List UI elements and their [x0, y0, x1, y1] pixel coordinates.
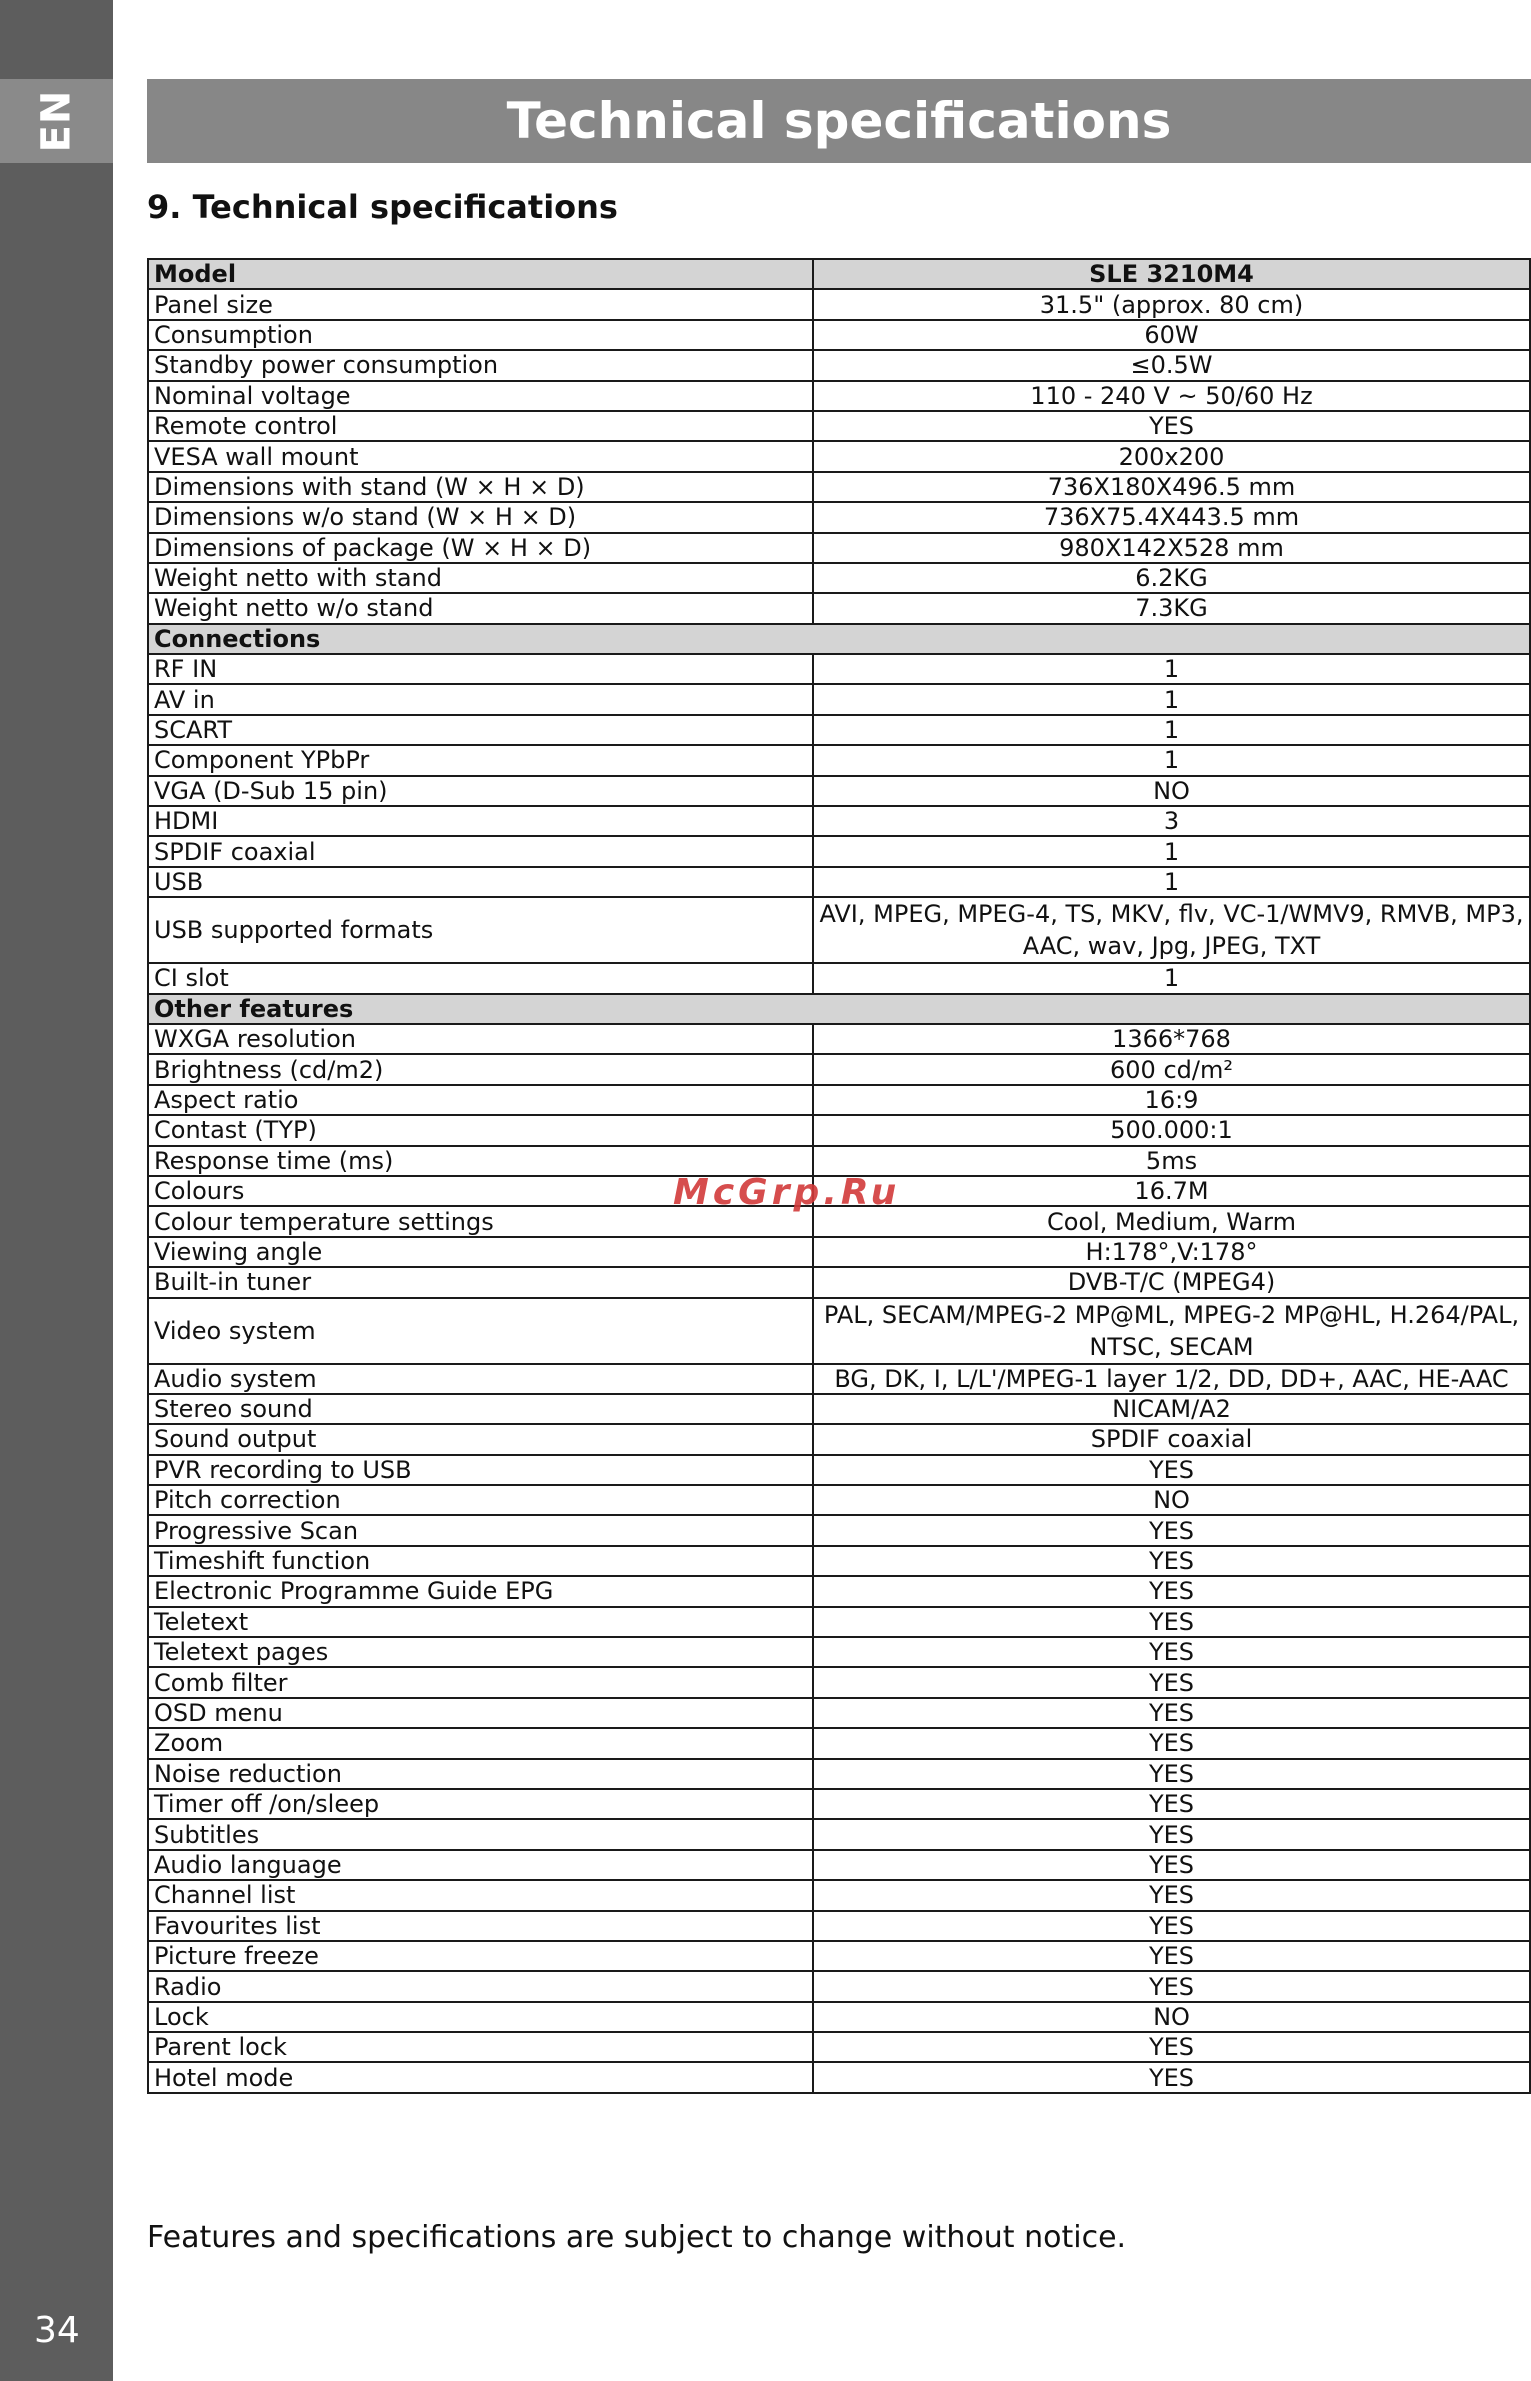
side-bar [0, 0, 113, 2381]
spec-value: 1 [813, 654, 1530, 684]
table-row [148, 776, 1530, 806]
table-row [148, 1267, 1530, 1297]
spec-label: Colour temperature settings [148, 1206, 813, 1236]
table-row [148, 593, 1530, 623]
spec-value: DVB-T/C (MPEG4) [813, 1267, 1530, 1297]
table-header-row [148, 259, 1530, 289]
spec-value: 200x200 [813, 441, 1530, 471]
spec-value: YES [813, 1759, 1530, 1789]
table-row [148, 1576, 1530, 1606]
spec-value: 600 cd/m² [813, 1054, 1530, 1084]
table-row [148, 472, 1530, 502]
spec-value: NO [813, 776, 1530, 806]
table-row [148, 1698, 1530, 1728]
spec-label: Parent lock [148, 2032, 813, 2062]
table-row [148, 1054, 1530, 1084]
table-row [148, 1455, 1530, 1485]
spec-label: Noise reduction [148, 1759, 813, 1789]
spec-label: Audio system [148, 1364, 813, 1394]
table-row [148, 1546, 1530, 1576]
section-row [148, 624, 1530, 654]
section-heading: Other features [148, 994, 1530, 1024]
spec-value: 500.000:1 [813, 1115, 1530, 1145]
table-row [148, 350, 1530, 380]
spec-label: Teletext pages [148, 1637, 813, 1667]
table-row [148, 320, 1530, 350]
table-row [148, 1237, 1530, 1267]
spec-value: SPDIF coaxial [813, 1424, 1530, 1454]
table-row [148, 1728, 1530, 1758]
footnote: Features and specifications are subject to change without notice. [147, 2220, 1127, 2255]
spec-label: Subtitles [148, 1819, 813, 1849]
table-row [148, 1424, 1530, 1454]
spec-value: 60W [813, 320, 1530, 350]
spec-label: WXGA resolution [148, 1024, 813, 1054]
spec-value: YES [813, 1819, 1530, 1849]
table-row [148, 1850, 1530, 1880]
spec-label: Consumption [148, 320, 813, 350]
spec-label: Weight netto w/o stand [148, 593, 813, 623]
spec-value: YES [813, 1546, 1530, 1576]
spec-value: YES [813, 1728, 1530, 1758]
spec-label: Component YPbPr [148, 745, 813, 775]
spec-value: YES [813, 1455, 1530, 1485]
spec-value: YES [813, 411, 1530, 441]
table-row [148, 1115, 1530, 1145]
section-row [148, 994, 1530, 1024]
spec-label: Remote control [148, 411, 813, 441]
table-row [148, 563, 1530, 593]
spec-label: USB [148, 867, 813, 897]
spec-label: Pitch correction [148, 1485, 813, 1515]
spec-value: 1 [813, 745, 1530, 775]
spec-value: H:178°,V:178° [813, 1237, 1530, 1267]
spec-value: YES [813, 1880, 1530, 1910]
table-row [148, 1941, 1530, 1971]
spec-value: PAL, SECAM/MPEG-2 MP@ML, MPEG-2 MP@HL, H.264/PAL, NTSC, SECAM [813, 1298, 1530, 1364]
spec-value: YES [813, 1698, 1530, 1728]
table-row [148, 715, 1530, 745]
table-row [148, 502, 1530, 532]
spec-value: 1 [813, 867, 1530, 897]
table-row [148, 2032, 1530, 2062]
page-title: Technical specifications [506, 92, 1172, 150]
table-row [148, 654, 1530, 684]
spec-value: 16.7M [813, 1176, 1530, 1206]
spec-label: Response time (ms) [148, 1146, 813, 1176]
spec-value: YES [813, 1941, 1530, 1971]
table-row [148, 1394, 1530, 1424]
spec-label: Hotel mode [148, 2062, 813, 2092]
table-row [148, 897, 1530, 963]
section-heading: Connections [148, 624, 1530, 654]
table-row [148, 1607, 1530, 1637]
spec-value: 1 [813, 684, 1530, 714]
spec-label: Timer off /on/sleep [148, 1789, 813, 1819]
spec-label: SPDIF coaxial [148, 836, 813, 866]
spec-label: PVR recording to USB [148, 1455, 813, 1485]
spec-label: Favourites list [148, 1911, 813, 1941]
spec-value: YES [813, 1850, 1530, 1880]
spec-value: 980X142X528 mm [813, 533, 1530, 563]
table-row [148, 1789, 1530, 1819]
spec-label: Electronic Programme Guide EPG [148, 1576, 813, 1606]
table-row [148, 289, 1530, 319]
spec-value: 1366*768 [813, 1024, 1530, 1054]
spec-label: Radio [148, 1971, 813, 2001]
spec-label: Dimensions of package (W × H × D) [148, 533, 813, 563]
table-row [148, 1819, 1530, 1849]
spec-label: Stereo sound [148, 1394, 813, 1424]
table-row [148, 1024, 1530, 1054]
table-row [148, 1637, 1530, 1667]
spec-label: Brightness (cd/m2) [148, 1054, 813, 1084]
spec-label: Audio language [148, 1850, 813, 1880]
spec-label: AV in [148, 684, 813, 714]
spec-label: Lock [148, 2002, 813, 2032]
spec-value: NO [813, 2002, 1530, 2032]
spec-label: SCART [148, 715, 813, 745]
spec-label: CI slot [148, 963, 813, 993]
watermark: McGrp.Ru [673, 1172, 901, 1213]
spec-label: Viewing angle [148, 1237, 813, 1267]
table-row [148, 1298, 1530, 1364]
spec-label: Channel list [148, 1880, 813, 1910]
spec-label: Progressive Scan [148, 1515, 813, 1545]
spec-label: Zoom [148, 1728, 813, 1758]
spec-label: OSD menu [148, 1698, 813, 1728]
spec-value: BG, DK, I, L/L'/MPEG-1 layer 1/2, DD, DD+, AAC, HE-AAC [813, 1364, 1530, 1394]
table-row [148, 441, 1530, 471]
spec-label: Comb filter [148, 1667, 813, 1697]
spec-value: 16:9 [813, 1085, 1530, 1115]
spec-value: 110 - 240 V ~ 50/60 Hz [813, 381, 1530, 411]
spec-label: Built-in tuner [148, 1267, 813, 1297]
spec-value: NO [813, 1485, 1530, 1515]
page-header [147, 79, 1531, 163]
table-row [148, 1515, 1530, 1545]
spec-value: YES [813, 1515, 1530, 1545]
spec-label: Picture freeze [148, 1941, 813, 1971]
spec-value: 3 [813, 806, 1530, 836]
table-row [148, 533, 1530, 563]
spec-value: 1 [813, 963, 1530, 993]
spec-label: VGA (D-Sub 15 pin) [148, 776, 813, 806]
spec-value: 736X180X496.5 mm [813, 472, 1530, 502]
spec-label: Sound output [148, 1424, 813, 1454]
spec-value: AVI, MPEG, MPEG-4, TS, MKV, flv, VC-1/WMV9, RMVB, MP3, AAC, wav, Jpg, JPEG, TXT [813, 897, 1530, 963]
table-row [148, 745, 1530, 775]
spec-label: Panel size [148, 289, 813, 319]
table-row [148, 1911, 1530, 1941]
spec-value: YES [813, 1789, 1530, 1819]
table-row [148, 963, 1530, 993]
language-tab [0, 79, 113, 163]
page-number: 34 [34, 2310, 80, 2351]
table-row [148, 1667, 1530, 1697]
spec-value: YES [813, 1637, 1530, 1667]
spec-value: YES [813, 1607, 1530, 1637]
spec-value: 31.5" (approx. 80 cm) [813, 289, 1530, 319]
spec-label: Timeshift function [148, 1546, 813, 1576]
table-row [148, 1485, 1530, 1515]
spec-value: 1 [813, 836, 1530, 866]
spec-value: YES [813, 1971, 1530, 2001]
spec-label: Dimensions with stand (W × H × D) [148, 472, 813, 502]
language-label: EN [33, 89, 80, 153]
header-label: Model [148, 259, 813, 289]
spec-label: Colours [148, 1176, 813, 1206]
spec-value: 1 [813, 715, 1530, 745]
spec-label: Teletext [148, 1607, 813, 1637]
table-row [148, 2062, 1530, 2092]
spec-value: YES [813, 1576, 1530, 1606]
spec-label: Aspect ratio [148, 1085, 813, 1115]
spec-label: Contast (TYP) [148, 1115, 813, 1145]
section-title: 9. Technical specifications [147, 188, 618, 226]
table-row [148, 1759, 1530, 1789]
spec-value: 5ms [813, 1146, 1530, 1176]
spec-label: Nominal voltage [148, 381, 813, 411]
header-model: SLE 3210M4 [813, 259, 1530, 289]
spec-value: 7.3KG [813, 593, 1530, 623]
table-row [148, 806, 1530, 836]
table-row [148, 684, 1530, 714]
spec-label: Standby power consumption [148, 350, 813, 380]
table-row [148, 867, 1530, 897]
table-row [148, 2002, 1530, 2032]
spec-label: RF IN [148, 654, 813, 684]
spec-value: NICAM/A2 [813, 1394, 1530, 1424]
spec-value: Cool, Medium, Warm [813, 1206, 1530, 1236]
spec-value: YES [813, 1911, 1530, 1941]
table-row [148, 1880, 1530, 1910]
spec-value: 736X75.4X443.5 mm [813, 502, 1530, 532]
spec-value: 6.2KG [813, 563, 1530, 593]
table-row [148, 1364, 1530, 1394]
table-row [148, 1971, 1530, 2001]
spec-label: Video system [148, 1298, 813, 1364]
spec-label: Weight netto with stand [148, 563, 813, 593]
table-row [148, 1085, 1530, 1115]
table-row [148, 381, 1530, 411]
spec-label: USB supported formats [148, 897, 813, 963]
spec-value: YES [813, 2032, 1530, 2062]
spec-value: ≤0.5W [813, 350, 1530, 380]
table-row [148, 836, 1530, 866]
table-row [148, 411, 1530, 441]
spec-label: VESA wall mount [148, 441, 813, 471]
spec-label: Dimensions w/o stand (W × H × D) [148, 502, 813, 532]
spec-value: YES [813, 2062, 1530, 2092]
spec-value: YES [813, 1667, 1530, 1697]
spec-label: HDMI [148, 806, 813, 836]
